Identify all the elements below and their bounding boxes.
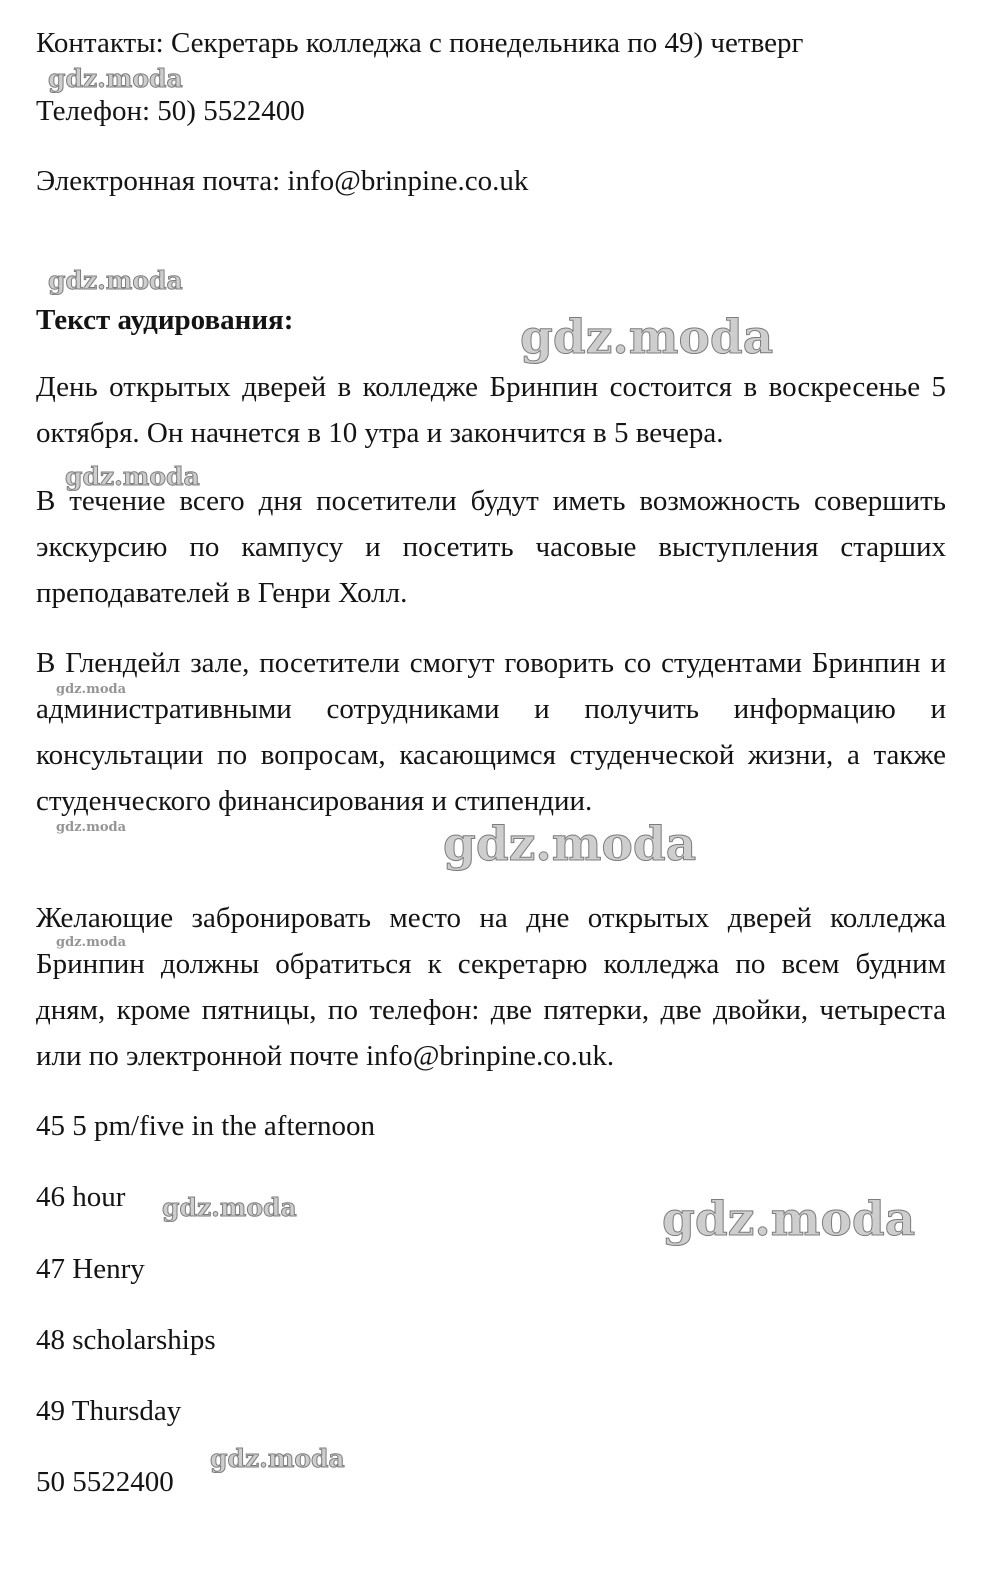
answer-45: 45 5 pm/five in the afternoon	[36, 1110, 376, 1142]
contacts-phone-line: Телефон: 50) 5522400	[36, 95, 305, 127]
watermark: gdz.moda	[48, 266, 183, 295]
contacts-secretary-line: Контакты: Секретарь колледжа с понедельника по 49) четверг	[36, 27, 804, 59]
watermark: gdz.moda	[210, 1444, 345, 1473]
watermark: gdz.moda	[662, 1192, 916, 1247]
answer-48: 48 scholarships	[36, 1324, 216, 1356]
transcript-paragraph-1: День открытых дверей в колледже Бринпин состоится в воскресенье 5 октября. Он начнется в 10 утра и закончится в 5 вечера.	[36, 371, 946, 449]
watermark: gdz.moda	[520, 310, 774, 365]
transcript-paragraph-2: В течение всего дня посетители будут иметь возможность совершить экскурсию по кампусу и посетить часовые выступления старших преподавателей в Генри Холл.	[36, 485, 946, 609]
answer-50: 50 5522400	[36, 1466, 174, 1498]
watermark: gdz.moda	[65, 462, 200, 491]
watermark: gdz.moda	[56, 820, 127, 835]
contacts-email-line: Электронная почта: info@brinpine.co.uk	[36, 165, 529, 197]
watermark: gdz.moda	[56, 935, 127, 950]
transcript-heading: Текст аудирования:	[36, 304, 294, 336]
answer-49: 49 Thursday	[36, 1395, 182, 1427]
watermark: gdz.moda	[48, 64, 183, 93]
answer-47: 47 Henry	[36, 1253, 145, 1285]
watermark: gdz.moda	[443, 817, 697, 872]
watermark: gdz.moda	[162, 1193, 297, 1222]
watermark: gdz.moda	[56, 682, 127, 697]
answer-46: 46 hour	[36, 1181, 126, 1213]
transcript-paragraph-3: В Глендейл зале, посетители смогут говорить со студентами Бринпин и административными сотрудниками и получить информацию и консультации по вопросам, касающимся студенческой жизни, а также студенческого финансирования и стипендии.	[36, 647, 946, 817]
transcript-paragraph-4: Желающие забронировать место на дне открытых дверей колледжа Бринпин должны обратиться к секретарю колледжа по всем будним дням, кроме пятницы, по телефон: две пятерки, две двойки, четыреста или по электронной почте info@brinpine.co.uk.	[36, 902, 946, 1072]
